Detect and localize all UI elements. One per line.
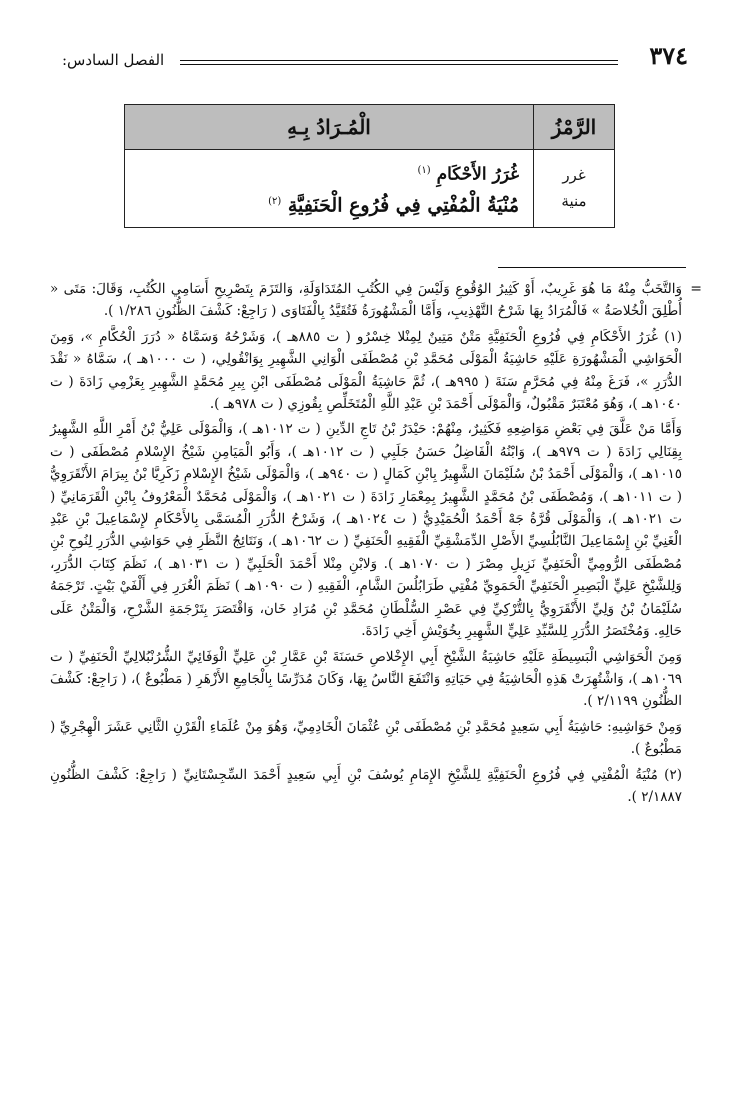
symbol-column-header: الرَّمْزُ: [534, 105, 615, 150]
symbol-cell: [534, 150, 615, 228]
meaning-column-header: الْمُـرَادُ بِـهِ: [125, 105, 534, 150]
symbols-table: [124, 104, 615, 228]
meaning-ghurar: غُرَرُ الأَحْكَامِ $^{(١)}$: [417, 164, 519, 185]
footnote-paragraph: وَالتَّخَبُّ مِنْهُ مَا هُوَ غَرِيبٌ، أَوْ كَثِيرُ الوُقُوعِ وَلَيْسَ فِي الكُتُبِ المُتَدَاوَلَةِ، وَالتَزَمَ بِتَصْرِيحِ أَسَامِي الكُتُبِ، وَقَالَ: مَتَى « أُطْلِقَ الْخُلاصَةُ » فَالْمُرَادُ بِهَا شَرْحُ التَّهْذِيبِ، وَأَمَّا الْمَشْهُورَةُ فَتُقَيَّدُ بِالْفَتَاوَى ( رَاجِعْ: كَشْفَ الظُّنُونِ ١/٢٨٦ ).: [50, 281, 682, 320]
footnotes: [50, 278, 702, 811]
footnote-paragraph: وَأَمَّا مَنْ عَلَّقَ فِي بَعْضِ مَوَاضِعِهِ فَكَثِيرٌ، مِنْهُمْ: حَيْدَرُ بْنُ تَاجِ الدِّينِ ( ت ١٠١٢هـ )، وَالْمَوْلَى عَلِيُّ بْنُ أَمْرِ اللَّهِ الشَّهِيرُ بِقِنَالِي زَادَةَ ( ت ٩٧٩هـ )، وَابْنُهُ الْفَاضِلُ حَسَنُ جَلَبِي ( ت ١٠١٢هـ )، وَأَبُو الْمَيَامِنِ شَيْخُ الإِسْلامِ مُصْطَفَى ( ت ١٠١٥هـ )، وَالْمَوْلَى أَحْمَدُ بْنُ سُلَيْمَانَ الشَّهِيرُ بِابْنِ كَمَالٍ ( ت ٩٤٠هـ )، وَالْمَوْلَى شَيْخُ الإِسْلامِ زَكَرِيَّا بْنُ بِيرَامَ الأَنْقَرَوِيُّ ( ت ١٠١١هـ )، وَمُصْطَفَى بْنُ مُحَمَّدٍ الشَّهِيرُ بِمِعْمَارِ زَادَةَ ( ت ١٠٢١هـ )، وَالْمَوْلَى مُحَمَّدٌ الْمَعْرُوفُ بِابْنِ الْقَرَمَانِيِّ ( ت ١٠٢١هـ )، وَالْمَوْلَى قُرَّةُ جَهْ أَحْمَدُ الْحُمَيْدِيُّ ( ت ١٠٢٤هـ )، وَشَرْحُ الدُّرَرِ الْمُسَمَّى بِالأَحْكَامِ لإِسْمَاعِيلَ بْنِ عَبْدِ الْغَنِيِّ بْنِ إِسْمَاعِيلَ النَّابُلُسِيِّ الأَصْلِ الدِّمَشْقِيِّ الْفَقِيهِ الْحَنَفِيِّ ( ت ١٠٦٢هـ )، وَنَتَائِجُ النَّظَرِ فِي حَوَاشِي الدُّرَرِ لِنُوحِ بْنِ مُصْطَفَى الرُّومِيِّ الْحَنَفِيِّ نَزِيلِ مِصْرَ ( ت ١٠٧٠هـ ). وَلابْنِ مِنْلا أَحْمَدَ الْحَلَبِيِّ ( ت ١٠٣١هـ )، نَظَمَ كِتَابَ الدُّرَرِ، وَلِلشَّيْخِ عَلِيٍّ الْبَصِيرِ الْحَنَفِيِّ الْحَمَوِيِّ مُفْتِي طَرَابُلُسَ الشَّامِ، الْفَقِيهِ ( ت ١٠٩٠هـ ) نَظَمَ الْغُرَرِ فِي أَلْفَيْ بَيْتٍ. تَرْجَمَهُ سُلَيْمَانُ بْنُ وَلِيِّ الأَنْقَرَوِيُّ بِالتُّرْكِيِّ فِي عَصْرِ السُّلْطَانِ مُحَمَّدِ بْنِ مُرَادِ خَان، وَاقْتَصَرَ بِتَرْجَمَةِ الشَّرْحِ، وَالْمَتْنُ عَلَى حَالِهِ. وَمُخْتَصَرُ الدُّرَرِ لِلسَّيِّدِ عَلِيٍّ الشَّهِيرِ بِخُوَيْشِ أَخِي زَادَةَ.: [50, 421, 682, 640]
page-number: ٣٧٤: [649, 41, 688, 70]
page-header: [62, 42, 688, 72]
chapter-title: الفصل السادس:: [62, 51, 165, 69]
footnote-paragraph: (١) غُرَرُ الأَحْكَامِ فِي فُرُوعِ الْحَنَفِيَّةِ مَتْنٌ مَتِينٌ لِمِنْلا خِسْرُو ( ت ٨٨٥هـ )، وَشَرْحُهُ وَسَمَّاهُ « دُرَرَ الْحُكَّامِ »، وَمِنَ الْحَوَاشِي الْمَشْهُورَةِ عَلَيْهِ حَاشِيَةُ الْمَوْلَى مُحَمَّدِ بْنِ مُصْطَفَى الْوَانِي الشَّهِيرِ بِوَانْقُولِي، ( ت ١٠٠٠هـ )، سَمَّاهُ « نَقْدَ الدُّرَرِ »، فَرَغَ مِنْهُ فِي مُحَرَّمٍ سَنَةَ ( ٩٩٥هـ )، ثُمَّ حَاشِيَةُ الْمَوْلَى مُصْطَفَى ابْنِ بِيرِ مُحَمَّدٍ الشَّهِيرِ بِعَزْمِي زَادَةَ ( ت ١٠٤٠هـ )، وَهُوَ مُعْتَبَرٌ مَقْبُولٌ، وَالْمَوْلَى أَحْمَدَ بْنِ عَبْدِ اللَّهِ الْمُتَخَلِّصِ بِقُوزِي ( ت ٩٧٨هـ ).: [50, 328, 683, 413]
footnote-paragraph: وَمِنَ الْحَوَاشِي الْبَسِيطَةِ عَلَيْهِ حَاشِيَةُ الشَّيْخِ أَبِي الإِخْلاصِ حَسَنَةَ بْنِ عَمَّارِ بْنِ عَلِيٍّ الْوَفَائِيِّ الشُّرُنْبُلالِيِّ الْحَنَفِيِّ ( ت ١٠٦٩هـ )، وَاشْتُهِرَتْ هَذِهِ الْحَاشِيَةُ فِي حَيَاتِهِ وَانْتَفَعَ النَّاسُ بِهَا، وَكَانَ مُدَرِّسًا بِالْجَامِعِ الأَزْهَرِ ( مَطْبُوعٌ )، ( رَاجِعْ: كَشْفَ الظُّنُونِ ٢/١١٩٩ ).: [50, 648, 682, 710]
table-row: [125, 150, 615, 228]
continuation-mark: =: [690, 281, 702, 297]
table-header-row: [125, 105, 615, 150]
footnote-paragraph: (٢) مُنْيَةُ الْمُفْتِي فِي فُرُوعِ الْحَنَفِيَّةِ لِلشَّيْخِ الإِمَامِ يُوسُفَ بْنِ أَبِي سَعِيدٍ أَحْمَدَ السِّجِسْتَانِيِّ ( رَاجِعْ: كَشْفَ الظُّنُونِ ٢/١٨٨٧ ).: [50, 766, 682, 805]
footnote-ref-1: (١): [417, 165, 431, 176]
footnote-paragraph: وَمِنْ حَوَاشِيهِ: حَاشِيَةُ أَبِي سَعِيدٍ مُحَمَّدِ بْنِ مُصْطَفَى بْنِ عُثْمَانَ الْخَادِمِيِّ، وَهُوَ مِنْ عُلَمَاءِ الْقَرْنِ الثَّانِي عَشَرَ الْهِجْرِيِّ ( مَطْبُوعٌ ).: [50, 718, 682, 758]
footnote-separator: [498, 267, 686, 268]
meaning-cell: [125, 150, 534, 228]
symbol-ghurar: غرر: [562, 166, 586, 185]
symbol-munya: منية: [561, 192, 587, 211]
footnote-ref-2: (٢): [268, 195, 282, 207]
header-rule: [180, 60, 618, 65]
meaning-munya: مُنْيَةُ الْمُفْتِي فِي فُرُوعِ الْحَنَفِيَّةِ $^{(٢)}$: [268, 193, 519, 216]
